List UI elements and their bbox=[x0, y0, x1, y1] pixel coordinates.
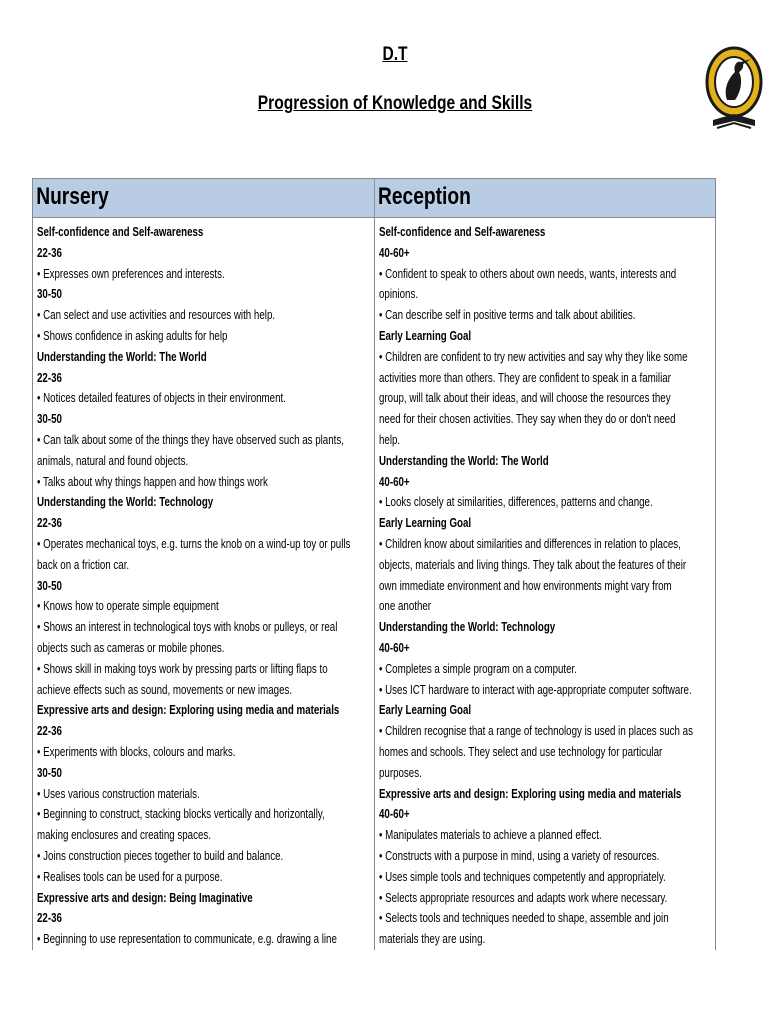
reception-column-header: Reception bbox=[374, 179, 647, 217]
document-subtitle: Progression of Knowledge and Skills bbox=[257, 93, 533, 114]
nursery-column-header: Nursery bbox=[36, 183, 109, 210]
text-line: • Knows how to operate simple equipment bbox=[37, 599, 219, 614]
text-line: • Joins construction pieces together to build and balance. bbox=[37, 848, 284, 863]
text-line: opinions. bbox=[379, 287, 419, 302]
section-heading: 40-60+ bbox=[379, 245, 410, 260]
section-heading: Early Learning Goal bbox=[379, 516, 472, 531]
text-line: • Beginning to use representation to communicate, e.g. drawing a line bbox=[37, 932, 337, 947]
text-line: • Notices detailed features of objects in their environment. bbox=[37, 391, 286, 406]
section-heading: Understanding the World: The World bbox=[379, 453, 549, 468]
text-line: objects such as cameras or mobile phones. bbox=[37, 640, 225, 655]
text-line: activities more than others. They are confident to speak in a familiar bbox=[379, 370, 671, 385]
text-line: purposes. bbox=[379, 765, 422, 780]
text-line: • Uses ICT hardware to interact with age-appropriate computer software. bbox=[379, 682, 692, 697]
text-line: • Operates mechanical toys, e.g. turns the knob on a wind-up toy or pulls bbox=[37, 536, 351, 551]
text-line: own immediate environment and how environments might vary from bbox=[379, 578, 672, 593]
school-crest-logo bbox=[703, 42, 765, 134]
text-line: • Selects appropriate resources and adapts work where necessary. bbox=[379, 890, 668, 905]
text-line: back on a friction car. bbox=[37, 557, 130, 572]
section-heading: Self-confidence and Self-awareness bbox=[37, 225, 204, 239]
text-line: help. bbox=[379, 432, 401, 447]
text-line: • Children know about similarities and differences in relation to places, bbox=[379, 536, 681, 551]
text-line: • Shows skill in making toys work by pressing parts or lifting flaps to bbox=[37, 661, 328, 676]
section-heading: Understanding the World: Technology bbox=[379, 620, 556, 635]
section-heading: 22-36 bbox=[37, 724, 62, 739]
text-line: • Constructs with a purpose in mind, using a variety of resources. bbox=[379, 848, 660, 863]
section-heading: 40-60+ bbox=[379, 474, 410, 489]
section-heading: Expressive arts and design: Being Imaginative bbox=[37, 890, 253, 905]
section-heading: Self-confidence and Self-awareness bbox=[379, 225, 546, 239]
section-heading: 40-60+ bbox=[379, 807, 410, 822]
text-line: • Realises tools can be used for a purpose. bbox=[37, 869, 223, 884]
section-heading: 30-50 bbox=[37, 765, 62, 780]
text-line: materials they are using. bbox=[379, 932, 486, 947]
text-line: homes and schools. They select and use technology for particular bbox=[379, 744, 663, 759]
section-heading: 22-36 bbox=[37, 516, 62, 531]
section-heading: Understanding the World: The World bbox=[37, 349, 207, 364]
text-line: • Can talk about some of the things they have observed such as plants, bbox=[37, 432, 344, 447]
text-line: • Children are confident to try new activities and say why they like some bbox=[379, 349, 688, 364]
section-heading: 30-50 bbox=[37, 578, 62, 593]
table-body-row bbox=[33, 218, 715, 950]
section-heading: Expressive arts and design: Exploring using media and materials bbox=[37, 703, 340, 718]
text-line: • Talks about why things happen and how things work bbox=[37, 474, 268, 489]
section-heading: Early Learning Goal bbox=[379, 703, 472, 718]
table-header-row bbox=[33, 178, 715, 218]
text-line: • Can select and use activities and resources with help. bbox=[37, 308, 276, 323]
text-line: objects, materials and living things. They talk about the features of their bbox=[379, 557, 687, 572]
text-line: one another bbox=[379, 599, 432, 614]
text-line: • Experiments with blocks, colours and marks. bbox=[37, 744, 236, 759]
text-line: making enclosures and creating spaces. bbox=[37, 828, 211, 843]
text-line: need for their chosen activities. They say when they do or don't need bbox=[379, 412, 676, 427]
section-heading: 30-50 bbox=[37, 412, 62, 427]
progression-table bbox=[32, 178, 716, 950]
text-line: animals, natural and found objects. bbox=[37, 453, 189, 468]
text-line: • Selects tools and techniques needed to shape, assemble and join bbox=[379, 911, 669, 926]
section-heading: 22-36 bbox=[37, 911, 62, 926]
reception-column bbox=[374, 218, 715, 950]
document-title: D.T bbox=[382, 44, 408, 65]
section-heading: 30-50 bbox=[37, 287, 62, 302]
nursery-column bbox=[33, 218, 374, 950]
text-line: • Shows an interest in technological toys with knobs or pulleys, or real bbox=[37, 620, 338, 635]
text-line: • Can describe self in positive terms and talk about abilities. bbox=[379, 308, 636, 323]
text-line: • Looks closely at similarities, differences, patterns and change. bbox=[379, 495, 653, 510]
section-heading: 40-60+ bbox=[379, 640, 410, 655]
text-line: • Confident to speak to others about own needs, wants, interests and bbox=[379, 266, 677, 281]
section-heading: Expressive arts and design: Exploring using media and materials bbox=[379, 786, 682, 801]
section-heading: 22-36 bbox=[37, 370, 62, 385]
section-heading: Understanding the World: Technology bbox=[37, 495, 214, 510]
text-line: • Children recognise that a range of technology is used in places such as bbox=[379, 724, 693, 739]
text-line: • Uses simple tools and techniques competently and appropriately. bbox=[379, 869, 666, 884]
text-line: • Expresses own preferences and interests. bbox=[37, 266, 225, 281]
text-line: • Shows confidence in asking adults for help bbox=[37, 328, 228, 343]
section-heading: 22-36 bbox=[37, 245, 62, 260]
text-line: achieve effects such as sound, movements or new images. bbox=[37, 682, 293, 697]
text-line: • Manipulates materials to achieve a planned effect. bbox=[379, 828, 602, 843]
section-heading: Early Learning Goal bbox=[379, 328, 472, 343]
text-line: group, will talk about their ideas, and will choose the resources they bbox=[379, 391, 671, 406]
text-line: • Completes a simple program on a computer. bbox=[379, 661, 577, 676]
text-line: • Beginning to construct, stacking blocks vertically and horizontally, bbox=[37, 807, 325, 822]
text-line: • Uses various construction materials. bbox=[37, 786, 200, 801]
